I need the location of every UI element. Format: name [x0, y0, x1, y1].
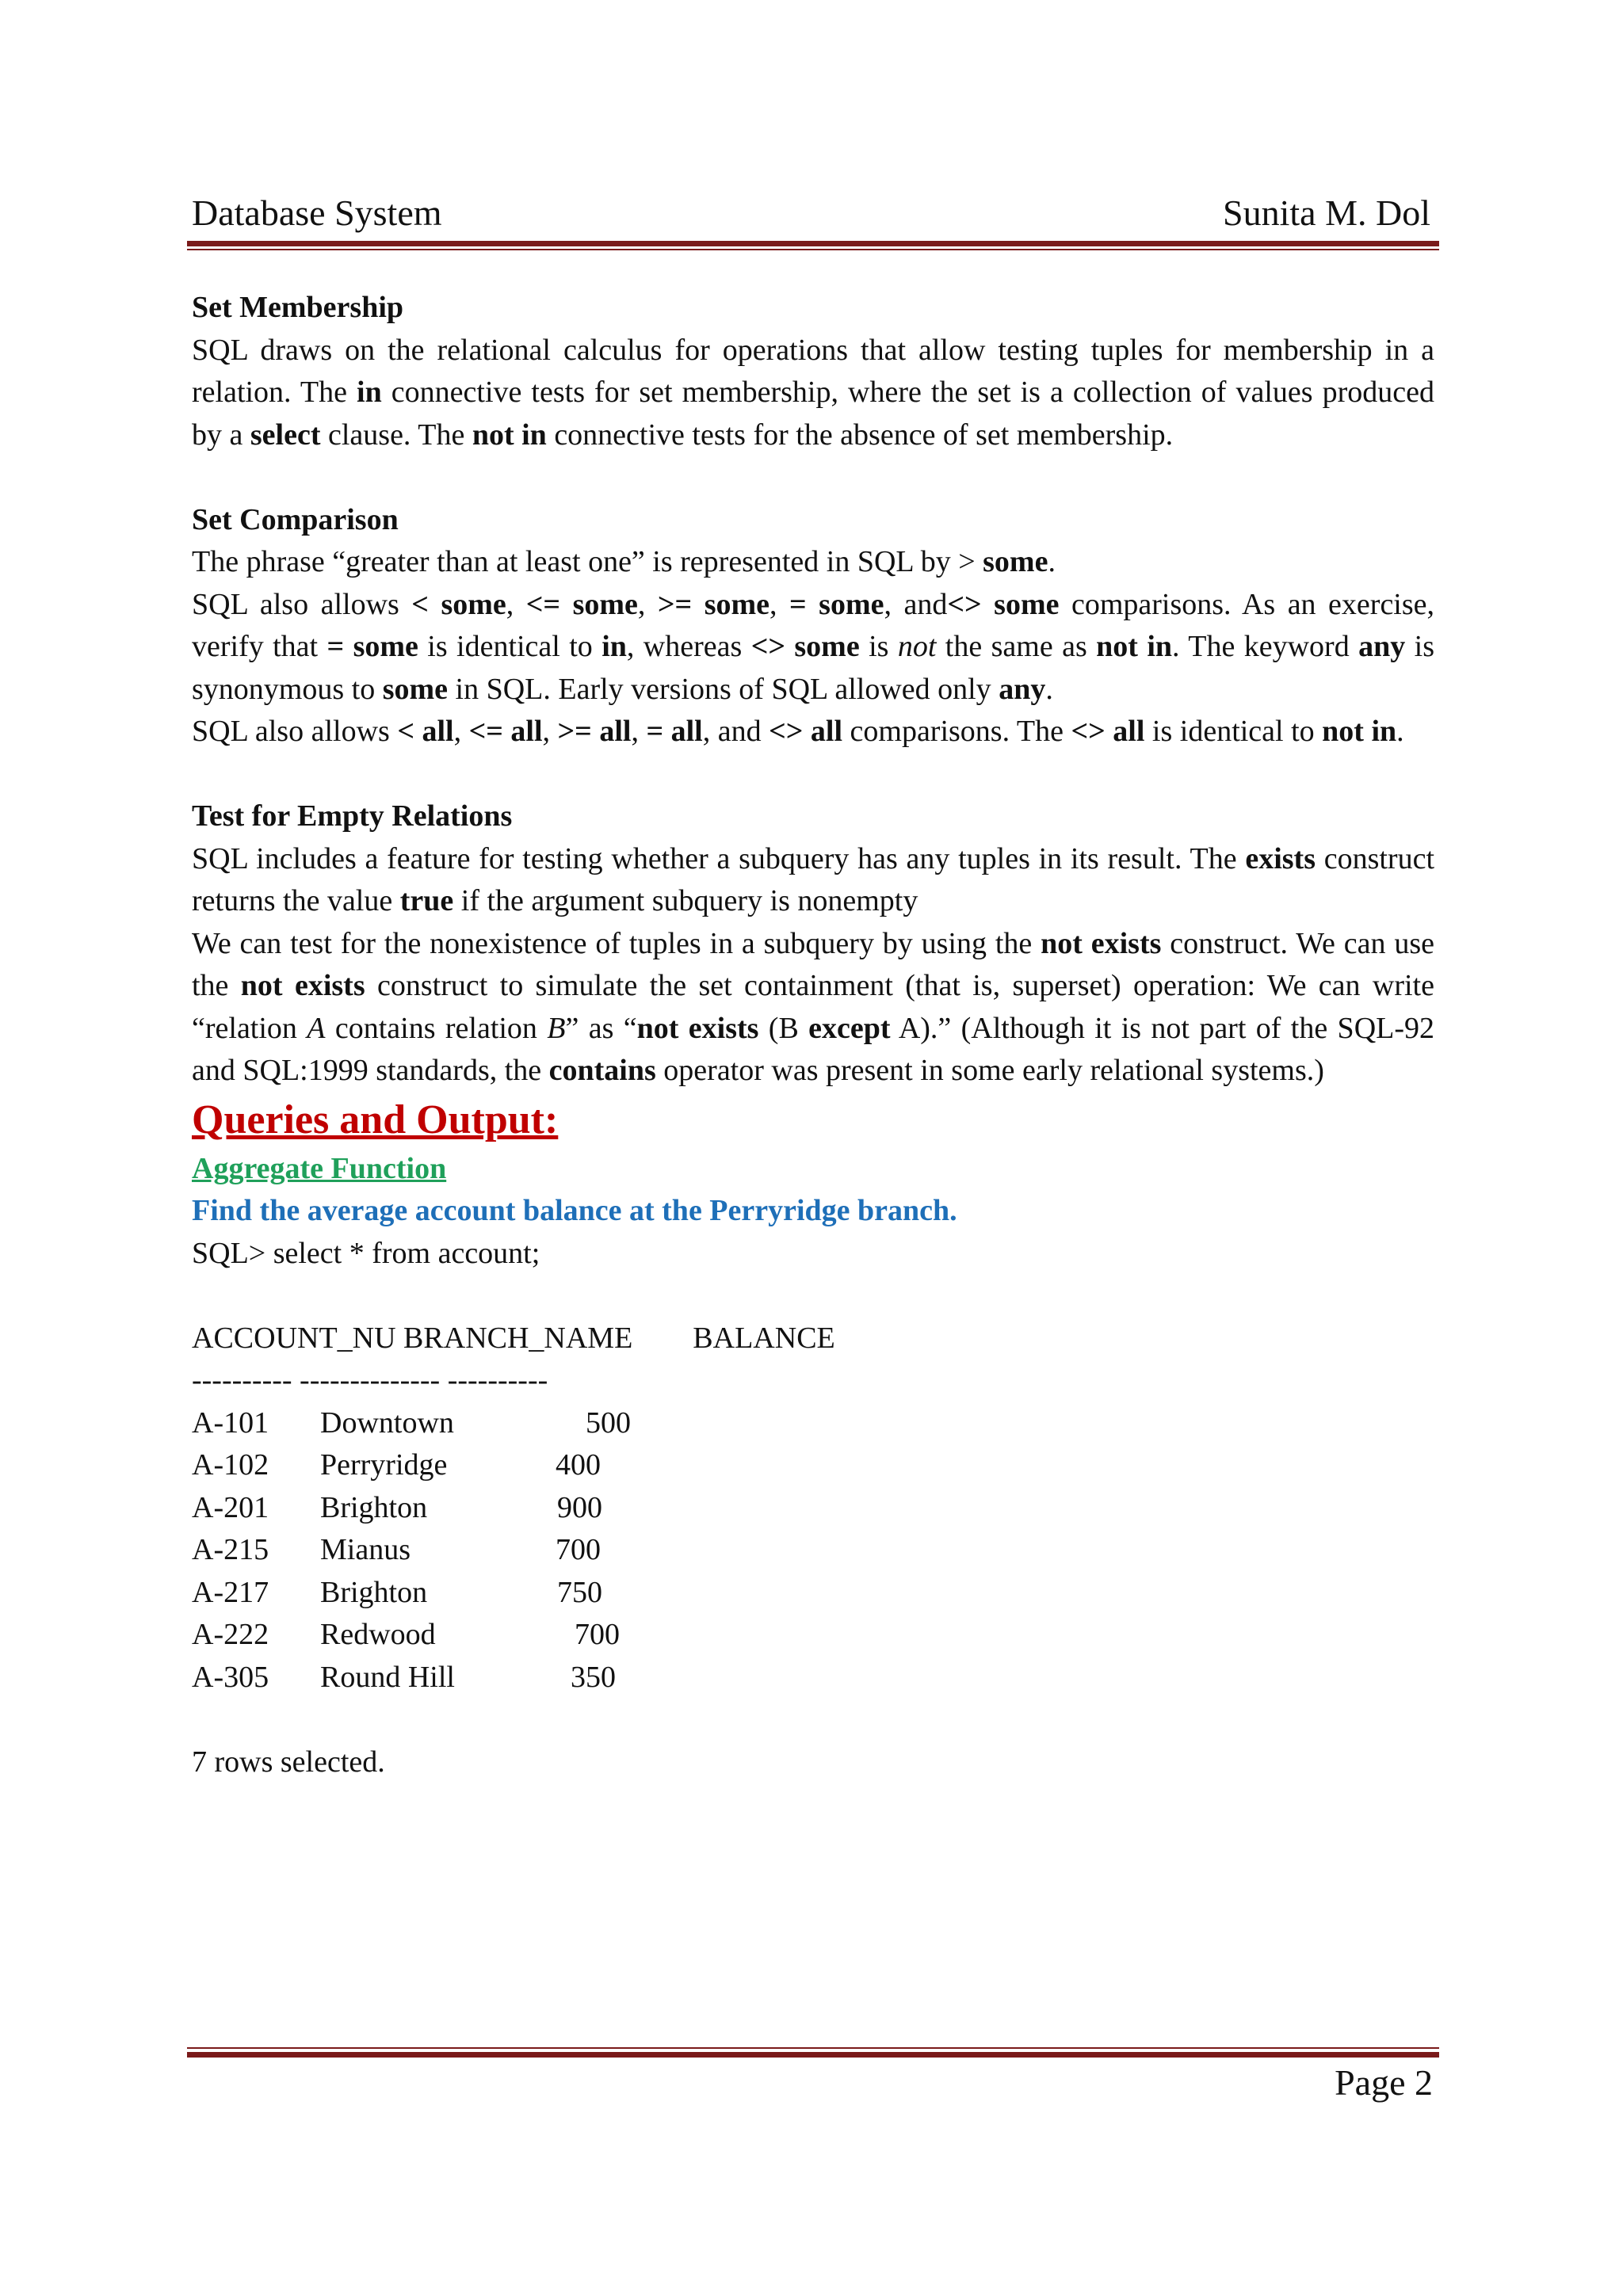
table-row: A-217 Brighton 750 — [192, 1575, 602, 1609]
table-row: A-102 Perryridge 400 — [192, 1448, 601, 1482]
table-row: A-201 Brighton 900 — [192, 1490, 602, 1524]
table-row: A-305 Round Hill 350 — [192, 1660, 616, 1694]
set-comparison-line1: The phrase “greater than at least one” is represented in SQL by > some. — [192, 545, 1056, 578]
header-title: Database System — [192, 193, 442, 233]
header-rule-thin — [187, 249, 1439, 250]
empty-relations-paragraph2: We can test for the nonexistence of tuples in a subquery by using the not exists construct. We can use the not exists construct to simulate the set containment (that is, superset) operation: We can write “relation A contains relation B” as “not exists (B except A).” (Although it is not part of the SQL-92 and SQL:1999 standards, the contains operator was present in some early relational systems.) — [192, 926, 1435, 1087]
sql-statement: SQL> select * from account; — [192, 1236, 540, 1270]
table-row: A-215 Mianus 700 — [192, 1533, 601, 1566]
footer-rule — [187, 2052, 1439, 2058]
result-table — [192, 1402, 1434, 1699]
table-dashes: ---------- -------------- ---------- — [192, 1363, 548, 1397]
table-row: A-101 Downtown 500 — [192, 1405, 631, 1440]
empty-relations-paragraph1: SQL includes a feature for testing whether a subquery has any tuples in its result. The exists construct returns the value true if the argument subquery is nonempty — [192, 841, 1435, 917]
queries-heading: Queries and Output: — [192, 1097, 559, 1142]
aggregate-function-heading: Aggregate Function — [192, 1151, 447, 1185]
set-membership-paragraph: SQL draws on the relational calculus for operations that allow testing tuples for membership in a relation. The in connective tests for set membership, where the set is a collection of values produced by a select clause. The not in connective tests for the absence of set membership. — [192, 333, 1434, 452]
set-comparison-all-paragraph: SQL also allows < all, <= all, >= all, = all, and <> all comparisons. The <> all is identical to not in. — [192, 715, 1404, 748]
document-body — [192, 287, 1434, 1783]
section-title-set-comparison: Set Comparison — [192, 502, 399, 536]
footer-rule-thin — [187, 2047, 1439, 2049]
header-rule — [187, 241, 1439, 246]
query-question: Find the average account balance at the Perryridge branch. — [192, 1194, 957, 1227]
set-comparison-paragraph: SQL also allows < some, <= some, >= some, = some, and<> some comparisons. As an exercise, verify that = some is identical to in, whereas <> some is not the same as not in. The keyword any is synonymous to some in SQL. Early versions of SQL allowed only any. — [192, 587, 1435, 706]
page-number: Page 2 — [1335, 2062, 1433, 2103]
table-header: ACCOUNT_NU BRANCH_NAME BALANCE — [192, 1321, 835, 1355]
section-title-empty-relations: Test for Empty Relations — [192, 799, 513, 833]
rows-selected-text: 7 rows selected. — [192, 1745, 385, 1779]
header-author: Sunita M. Dol — [1223, 193, 1430, 233]
table-row: A-222 Redwood 700 — [192, 1618, 620, 1651]
section-title-set-membership: Set Membership — [192, 291, 404, 324]
